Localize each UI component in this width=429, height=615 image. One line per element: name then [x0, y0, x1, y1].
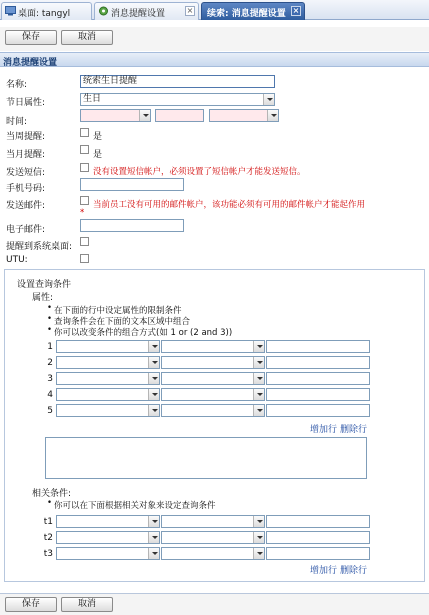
attr-field-select[interactable]	[56, 372, 160, 385]
sms-checkbox[interactable]	[80, 163, 89, 172]
name-input[interactable]: 统索生日提醒	[80, 75, 275, 88]
mail-label: 发送邮件:	[6, 201, 46, 211]
week-checkbox-label: 是	[93, 132, 103, 142]
holiday-value: 生日	[83, 94, 102, 104]
chevron-down-icon[interactable]	[253, 405, 264, 416]
related-row-number: t2	[43, 533, 53, 543]
related-field-select[interactable]	[56, 531, 160, 544]
desk-label: 提醒到系统桌面:	[6, 242, 73, 252]
attr-value-input[interactable]	[266, 372, 370, 385]
holiday-select[interactable]	[80, 93, 275, 106]
email-input[interactable]	[80, 219, 184, 232]
attr-field-select[interactable]	[56, 404, 160, 417]
related-label: 相关条件:	[32, 489, 72, 499]
related-value-input[interactable]	[266, 547, 370, 560]
chevron-down-icon[interactable]	[148, 405, 159, 416]
chevron-down-icon[interactable]	[253, 532, 264, 543]
settings-icon	[98, 6, 109, 16]
related-value-input[interactable]	[266, 515, 370, 528]
week-checkbox[interactable]	[80, 128, 89, 137]
tab-active-settings[interactable]	[201, 2, 305, 20]
attr-hint-3: • 你可以改变条件的组合方式(如 1 or (2 and 3))	[54, 326, 232, 338]
attr-row-number: 4	[47, 390, 53, 400]
related-operator-select[interactable]	[161, 547, 265, 560]
chevron-down-icon[interactable]	[253, 548, 264, 559]
desk-checkbox[interactable]	[80, 237, 89, 246]
tab-reminder-settings-label: 消息提醒设置	[111, 9, 166, 19]
mail-required-star: *	[80, 208, 85, 218]
chevron-down-icon[interactable]	[253, 373, 264, 384]
related-row-number: t1	[43, 517, 53, 527]
related-hint: • 你可以在下面根据相关对象来设定查询条件	[54, 499, 216, 511]
sms-warning: 没有设置短信帐户，必须设置了短信帐户才能发送短信。	[93, 167, 306, 177]
attr-value-input[interactable]	[266, 404, 370, 417]
attr-value-input[interactable]	[266, 356, 370, 369]
save-button[interactable]: 保存	[5, 30, 57, 45]
close-icon[interactable]: ×	[186, 6, 194, 15]
attr-row-number: 5	[47, 406, 53, 416]
chevron-down-icon[interactable]	[253, 389, 264, 400]
sms-label: 发送短信:	[6, 168, 46, 178]
holiday-label: 节日属性:	[6, 98, 46, 108]
related-row-number: t3	[43, 549, 53, 559]
related-operator-select[interactable]	[161, 531, 265, 544]
attr-label: 属性:	[32, 293, 54, 303]
delete-row-link[interactable]: 删除行	[340, 425, 368, 435]
time-select-1[interactable]	[80, 109, 151, 122]
chevron-down-icon[interactable]	[253, 341, 264, 352]
tab-desktop-label: 桌面: tangyl	[18, 9, 71, 19]
tab-desktop[interactable]	[1, 2, 92, 20]
tab-bar	[0, 0, 429, 20]
related-field-select[interactable]	[56, 547, 160, 560]
attr-operator-select[interactable]	[161, 404, 265, 417]
email-label: 电子邮件:	[6, 225, 46, 235]
mail-checkbox[interactable]	[80, 196, 89, 205]
week-label: 当周提醒:	[6, 132, 46, 142]
cancel-button[interactable]: 取消	[61, 30, 113, 45]
chevron-down-icon[interactable]	[148, 373, 159, 384]
chevron-down-icon[interactable]	[253, 516, 264, 527]
condition-expression-textarea[interactable]	[45, 437, 367, 479]
desktop-icon	[5, 6, 16, 16]
chevron-down-icon[interactable]	[148, 516, 159, 527]
chevron-down-icon[interactable]	[148, 357, 159, 368]
query-title: 设置查询条件	[17, 280, 72, 290]
chevron-down-icon[interactable]	[148, 389, 159, 400]
query-conditions-panel	[4, 269, 425, 582]
tab-reminder-settings[interactable]	[94, 2, 199, 20]
close-icon[interactable]: ×	[292, 6, 300, 15]
time-label: 时间:	[6, 117, 28, 127]
utu-label: UTU:	[6, 255, 28, 265]
time-input[interactable]	[155, 109, 204, 122]
time-select-2[interactable]	[209, 109, 279, 122]
attr-row-number: 2	[47, 358, 53, 368]
phone-label: 手机号码:	[6, 184, 46, 194]
related-value-input[interactable]	[266, 531, 370, 544]
utu-checkbox[interactable]	[80, 254, 89, 263]
chevron-down-icon[interactable]	[263, 94, 274, 105]
section-title: 消息提醒设置	[0, 52, 429, 67]
phone-input[interactable]	[80, 178, 184, 191]
top-toolbar	[0, 27, 429, 51]
attr-hint-1: • 在下面的行中设定属性的限制条件	[54, 304, 182, 316]
month-checkbox[interactable]	[80, 145, 89, 154]
attr-field-select[interactable]	[56, 388, 160, 401]
attr-operator-select[interactable]	[161, 372, 265, 385]
related-operator-select[interactable]	[161, 515, 265, 528]
related-delete-row-link[interactable]: 删除行	[340, 566, 368, 576]
mail-warning: 当前员工没有可用的邮件帐户，该功能必须有可用的邮件帐户才能起作用	[93, 200, 366, 210]
attr-row-number: 3	[47, 374, 53, 384]
month-label: 当月提醒:	[6, 150, 46, 160]
bottom-save-button[interactable]: 保存	[5, 597, 57, 612]
attr-operator-select[interactable]	[161, 356, 265, 369]
attr-operator-select[interactable]	[161, 388, 265, 401]
attr-value-input[interactable]	[266, 388, 370, 401]
attr-operator-select[interactable]	[161, 340, 265, 353]
bottom-toolbar	[0, 593, 429, 615]
bottom-cancel-button[interactable]: 取消	[61, 597, 113, 612]
add-row-link[interactable]: 增加行	[310, 425, 338, 435]
chevron-down-icon[interactable]	[267, 110, 278, 121]
tab-active-settings-label: 续索: 消息提醒设置	[207, 9, 286, 19]
chevron-down-icon[interactable]	[253, 357, 264, 368]
attr-value-input[interactable]	[266, 340, 370, 353]
attr-field-select[interactable]	[56, 356, 160, 369]
attr-hint-2: • 查询条件会在下面的文本区域中组合	[54, 315, 190, 327]
related-field-select[interactable]	[56, 515, 160, 528]
chevron-down-icon[interactable]	[148, 532, 159, 543]
attr-row-number: 1	[47, 342, 53, 352]
chevron-down-icon[interactable]	[139, 110, 150, 121]
month-checkbox-label: 是	[93, 150, 103, 160]
attr-field-select[interactable]	[56, 340, 160, 353]
related-add-row-link[interactable]: 增加行	[310, 566, 338, 576]
name-label: 名称:	[6, 80, 28, 90]
chevron-down-icon[interactable]	[148, 341, 159, 352]
chevron-down-icon[interactable]	[148, 548, 159, 559]
